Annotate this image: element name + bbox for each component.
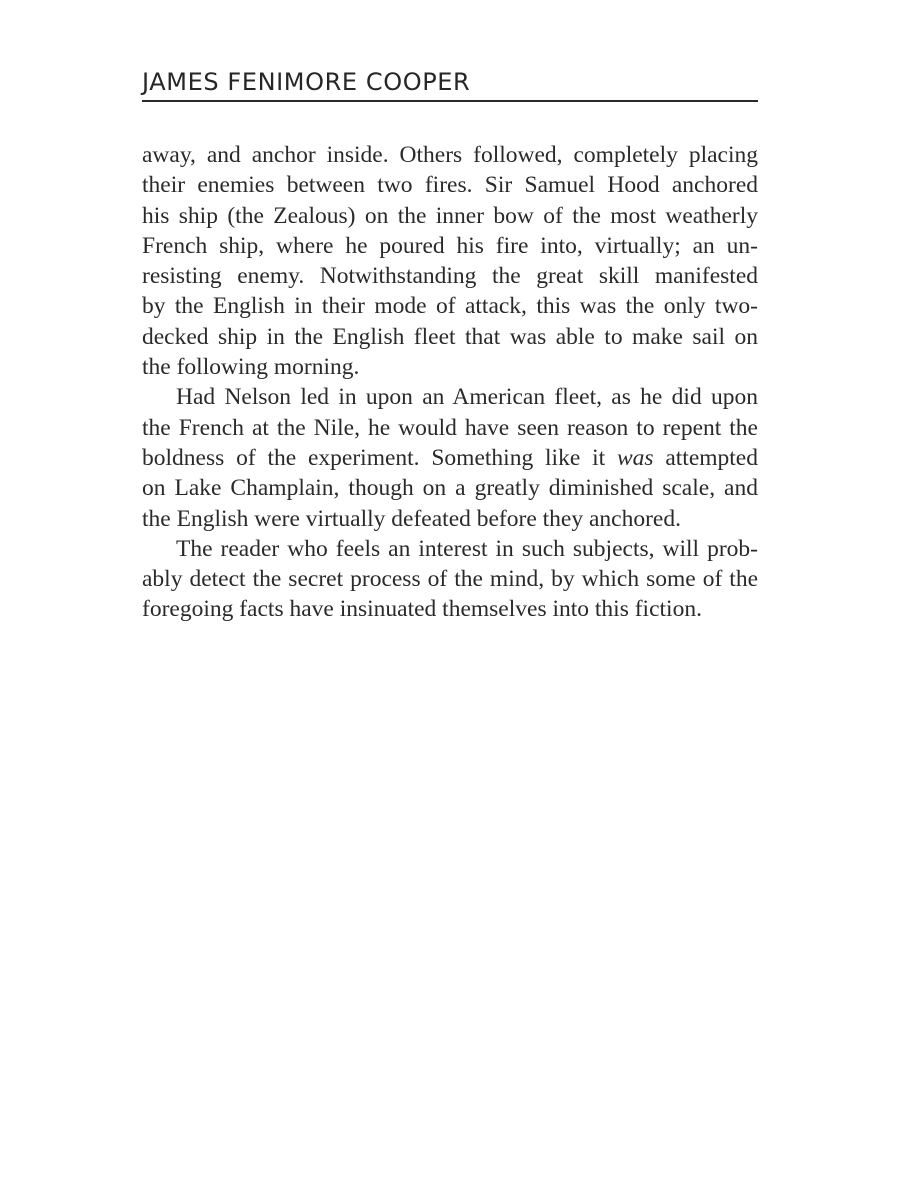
header-rule xyxy=(142,100,758,102)
text-line-mixed xyxy=(142,443,758,473)
text-line: Had Nelson led in upon an American fleet, as he did upon xyxy=(176,384,758,411)
text-line: his ship (the Zealous) on the inner bow of the most weatherly xyxy=(142,202,758,229)
text-line: on Lake Champlain, though on a greatly diminished scale, and xyxy=(142,475,758,502)
text-line: resisting enemy. Notwithstanding the great skill manifested xyxy=(142,263,758,290)
text-line: their enemies between two fires. Sir Samuel Hood anchored xyxy=(142,172,758,199)
text-line: the following morning. xyxy=(142,354,360,381)
running-head-author: JAMES FENIMORE COOPER xyxy=(142,68,471,96)
text-line: by the English in their mode of attack, this was the only two- xyxy=(142,293,758,320)
emphasis-was: was xyxy=(616,444,654,471)
paragraph-1 xyxy=(142,140,758,382)
text-segment: attempted xyxy=(653,444,758,471)
text-line: ably detect the secret process of the mind, by which some of the xyxy=(142,566,758,593)
text-line: French ship, where he poured his fire into, virtually; an un- xyxy=(142,232,758,259)
body-text xyxy=(142,140,758,625)
text-line: away, and anchor inside. Others followed, completely placing xyxy=(142,142,758,168)
paragraph-2 xyxy=(142,382,758,533)
paragraph-3 xyxy=(142,534,758,625)
text-line: the English were virtually defeated before they anchored. xyxy=(142,505,681,532)
text-line: decked ship in the English fleet that was able to make sail on xyxy=(142,323,758,350)
text-line: foregoing facts have insinuated themselves into this fiction. xyxy=(142,596,702,623)
text-line: The reader who feels an interest in such subjects, will prob- xyxy=(176,535,758,562)
text-line: the French at the Nile, he would have seen reason to repent the xyxy=(142,414,758,441)
text-segment: boldness of the experiment. Something like it xyxy=(142,444,617,471)
